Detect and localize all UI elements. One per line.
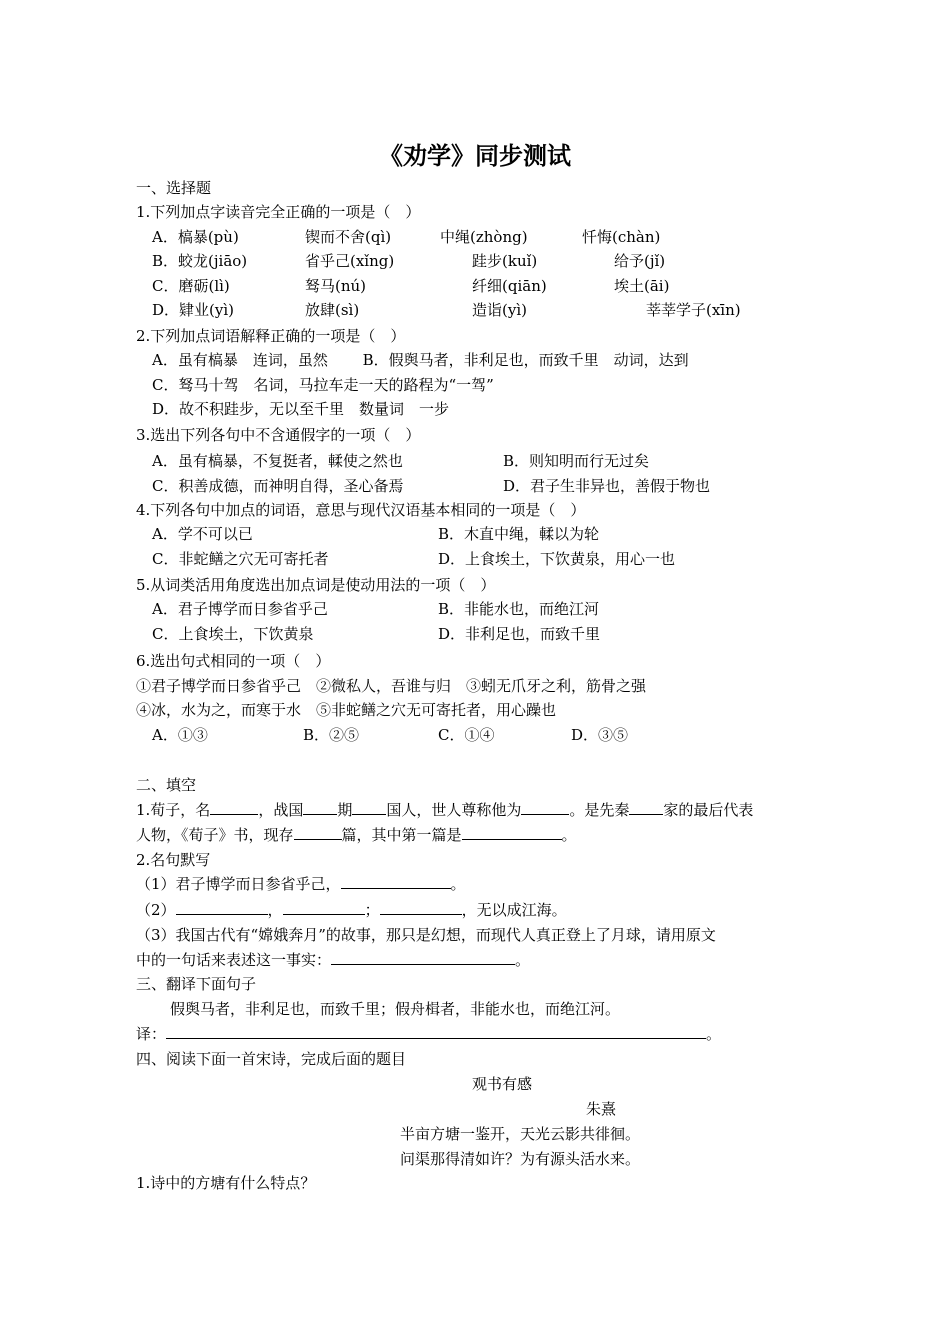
blank-line[interactable] [380, 900, 462, 915]
q1-option: 锲而不舍(qì) [305, 228, 392, 246]
q1-option: 忏悔(chàn) [582, 228, 661, 246]
q1-option: 造诣(yì) [472, 301, 527, 319]
q4-option: B．木直中绳，輮以为轮 [438, 525, 600, 543]
section-heading-poem: 四、阅读下面一首宋诗，完成后面的题目 [136, 1050, 407, 1068]
question-1-stem: 1.下列加点字读音完全正确的一项是（ ） [136, 203, 421, 221]
blank-line[interactable] [210, 800, 258, 815]
q6-option: C．①④ [438, 726, 495, 744]
question-5-stem: 5.从词类活用角度选出加点词是使动用法的一项（ ） [136, 576, 496, 594]
q1-option: C．磨砺(lì) [152, 277, 230, 295]
blank-line[interactable] [462, 825, 562, 840]
q2-line: A．虽有槁暴 连词，虽然 B．假舆马者，非利足也，而致千里 动词，达到 [152, 351, 689, 369]
section-heading-choice: 一、选择题 [136, 179, 212, 197]
fill-1-line-2: 人物，《荀子》书，现存 篇，其中第一篇是 。 [136, 826, 577, 844]
fill-2-2: （2） ， ； ，无以成江海。 [136, 901, 567, 919]
question-3-stem: 3.选出下列各句中不含通假字的一项（ ） [136, 426, 421, 444]
q5-option: D．非利足也，而致千里 [438, 625, 601, 643]
q3-option: B．则知明而行无过矣 [503, 452, 650, 470]
q6-sentences-1: ①君子博学而日参省乎己 ②微私人，吾谁与归 ③蚓无爪牙之利，筋骨之强 [136, 677, 647, 695]
blank-line[interactable] [283, 900, 365, 915]
question-6-stem: 6.选出句式相同的一项（ ） [136, 652, 331, 670]
fill-2-3: （3）我国古代有“嫦娥奔月”的故事，那只是幻想，而现代人真正登上了月球，请用原文 [136, 926, 716, 944]
blank-line[interactable] [341, 874, 451, 889]
poem-author: 朱熹 [586, 1100, 617, 1118]
fill-2-3-cont: 中的一句话来表述这一事实： 。 [136, 951, 531, 969]
blank-line[interactable] [303, 800, 337, 815]
translate-sentence: 假舆马者，非利足也，而致千里；假舟楫者，非能水也，而绝江河。 [170, 1000, 621, 1018]
q3-option: A．虽有槁暴，不复挺者，輮使之然也 [152, 452, 403, 470]
q1-option: 驽马(nú) [305, 277, 367, 295]
q5-option: A．君子博学而日参省乎己 [152, 600, 328, 618]
fill-2-heading: 2.名句默写 [136, 851, 211, 869]
q5-option: B．非能水也，而绝江河 [438, 600, 600, 618]
q3-option: D．君子生非异也，善假于物也 [503, 477, 711, 495]
q1-option: 中绳(zhòng) [440, 228, 528, 246]
q5-option: C．上食埃土，下饮黄泉 [152, 625, 314, 643]
q6-sentences-2: ④冰，水为之，而寒于水 ⑤非蛇鳝之穴无可寄托者，用心躁也 [136, 701, 557, 719]
blank-line[interactable] [176, 900, 268, 915]
q1-option: 纤细(qiān) [472, 277, 547, 295]
section-heading-fill: 二、填空 [136, 776, 197, 794]
q1-option: 放肆(sì) [305, 301, 360, 319]
q1-option: A．槁暴(pù) [152, 228, 239, 246]
question-2-stem: 2.下列加点词语解释正确的一项是（ ） [136, 327, 406, 345]
blank-line[interactable] [294, 825, 342, 840]
q3-option: C．积善成德，而神明自得，圣心备焉 [152, 477, 404, 495]
q2-line: D．故不积跬步，无以至千里 数量词 一步 [152, 400, 450, 418]
blank-line[interactable] [331, 950, 515, 965]
fill-1-line-1: 1.荀子，名 ，战国 期 国人，世人尊称他为 。是先秦 家的最后代表 [136, 801, 754, 819]
blank-line[interactable] [629, 800, 663, 815]
q4-option: D．上食埃土，下饮黄泉，用心一也 [438, 550, 676, 568]
q4-option: A．学不可以已 [152, 525, 253, 543]
translate-answer: 译： 。 [136, 1025, 722, 1043]
q1-option: 莘莘学子(xīn) [646, 301, 741, 319]
q1-option: 给予(jǐ) [614, 252, 666, 270]
blank-line[interactable] [166, 1024, 706, 1039]
poem-line: 问渠那得清如许？为有源头活水来。 [400, 1150, 641, 1168]
poem-question-1: 1.诗中的方塘有什么特点？ [136, 1174, 316, 1192]
q1-option: 省乎己(xǐng) [305, 252, 395, 270]
poem-title: 观书有感 [472, 1075, 533, 1093]
q4-option: C．非蛇鳝之穴无可寄托者 [152, 550, 329, 568]
q6-option: A．①③ [152, 726, 208, 744]
q1-option: 跬步(kuǐ) [472, 252, 538, 270]
fill-2-1: （1）君子博学而日参省乎己， 。 [136, 875, 466, 893]
q2-line: C．驽马十驾 名词，马拉车走一天的路程为“一驾” [152, 376, 494, 394]
page-title: 《劝学》同步测试 [379, 142, 571, 170]
blank-line[interactable] [521, 800, 569, 815]
question-4-stem: 4.下列各句中加点的词语，意思与现代汉语基本相同的一项是（ ） [136, 501, 586, 519]
q1-option: B．蛟龙(jiāo) [152, 252, 248, 270]
q1-option: D．肄业(yì) [152, 301, 235, 319]
poem-line: 半亩方塘一鉴开，天光云影共徘徊。 [400, 1125, 641, 1143]
blank-line[interactable] [352, 800, 386, 815]
section-heading-translate: 三、翻译下面句子 [136, 975, 257, 993]
q6-option: B．②⑤ [303, 726, 360, 744]
q6-option: D．③⑤ [571, 726, 629, 744]
q1-option: 埃土(āi) [614, 277, 670, 295]
